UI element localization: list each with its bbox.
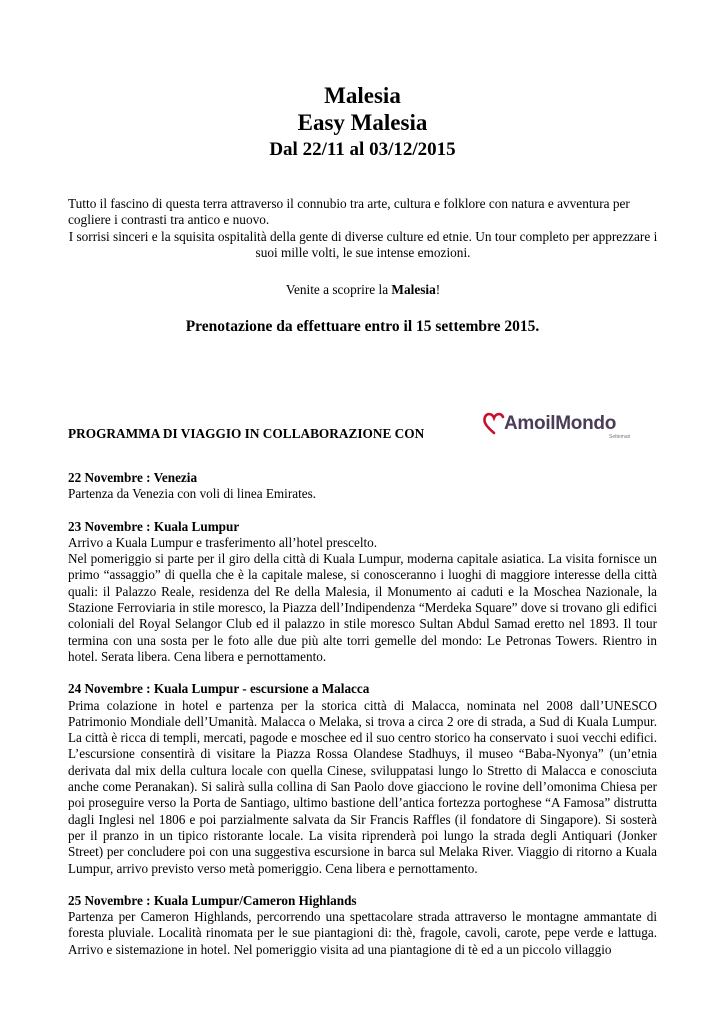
itinerary-day: [68, 519, 657, 666]
itinerary-day: [68, 470, 657, 503]
logo-subtext: Settemari: [609, 434, 631, 440]
country-title: Malesia: [324, 83, 401, 108]
tour-dates: Dal 22/11 al 03/12/2015: [269, 139, 456, 160]
partner-logo: [483, 410, 633, 442]
logo-text: AmoilMondo: [504, 413, 617, 434]
day-title: 25 Novembre : Kuala Lumpur/Cameron Highlands: [68, 892, 357, 908]
day-title: 24 Novembre : Kuala Lumpur - escursione a Malacca: [68, 681, 370, 697]
itinerary-day: [68, 681, 657, 877]
intro-paragraph-2: I sorrisi sinceri e la squisita ospitalità della gente di diverse culture ed etnie. Un tour completo per apprezzare i suoi mille volti, le sue intense emozioni.: [68, 228, 658, 261]
program-heading: PROGRAMMA DI VIAGGIO IN COLLABORAZIONE CON: [68, 426, 425, 441]
itinerary: [68, 470, 657, 974]
booking-note: Prenotazione da effettuare entro il 15 settembre 2015.: [185, 318, 540, 335]
day-text-line: Arrivo a Kuala Lumpur e trasferimento all’hotel prescelto.: [68, 534, 378, 550]
day-text: Prima colazione in hotel e partenza per la storica città di Malacca, nominata nel 2008 dall’UNESCO Patrimonio Mondiale dell’Umanità. Malacca o Melaka, si trova a circa 2 ore di strada, a Sud di Kuala Lumpur. La città è ricca di templi, mercati, pagode e moschee ed il suo centro storico ha conservato i suoi vecchi edifici. L’escursione consentirà di visitare la Piazza Rossa Olandese Stadhuys, il museo “Baba-Nyonya” (un’etnia derivata dal mix della cultura locale con quella Cinese, sviluppatasi lungo lo Stretto di Malacca e conosciuta anche come Peranakan). Si salirà sulla collina di San Paolo dove giacciono le rovine dell’omonima Chiesa per poi proseguire verso la Porta de Santiago, ultimo bastione dell’antica fortezza portoghese “A Famosa” distrutta dagli Inglesi nel 1806 e poi parzialmente salvata da Sir Francis Raffles (il fondatore di Singapore). Si sosterà per il pranzo in un tipico ristorante locale. La visita riprenderà poi lungo la strada degli Antiquari (Jonker Street) per concludere poi con una suggestiva escursione in barca sul Melaka River. Viaggio di ritorno a Kuala Lumpur, arrivo previsto verso metà pomeriggio. Cena libera e pernottamento.: [68, 697, 657, 876]
heart-icon: [483, 412, 505, 436]
cta-prefix: Venite a scoprire la: [285, 281, 392, 297]
tour-title: Easy Malesia: [297, 110, 428, 135]
cta-bold: Malesia: [391, 281, 436, 297]
day-title: 22 Novembre : Venezia: [68, 470, 198, 485]
day-text: Partenza da Venezia con voli di linea Emirates.: [68, 486, 317, 502]
title-block: [0, 82, 725, 162]
intro-section: [68, 196, 658, 298]
intro-paragraph-1: Tutto il fascino di questa terra attraverso il connubio tra arte, cultura e folklore con natura e avventura per cogliere i contrasti tra antico e nuovo.: [68, 196, 630, 228]
cta-suffix: !: [435, 281, 441, 297]
itinerary-day: [68, 893, 657, 958]
day-title: 23 Novembre : Kuala Lumpur: [68, 518, 240, 534]
day-text: Partenza per Cameron Highlands, percorrendo una spettacolare strada attraverso le montagne ammantate di foresta pluviale. Località rinomata per le sue piantagioni di: thè, fragole, cavoli, carote, pepe verde e lattuga. Arrivo e sistemazione in hotel. Nel pomeriggio visita ad una piantagione di tè ed a un piccolo villaggio: [68, 909, 657, 957]
day-text: Nel pomeriggio si parte per il giro della città di Kuala Lumpur, moderna capitale asiatica. La visita fornisce un primo “assaggio” di quella che è la capitale malese, si conosceranno i luoghi di maggiore interesse della città quali: il Palazzo Reale, residenza del Re della Malesia, il Monumento ai caduti e la Moschea Nazionale, la Stazione Ferroviaria in stile moresco, la Piazza dell’Indipendenza “Merdeka Square” dove si trovano gli edifici coloniali del Royal Selangor Club ed il palazzo in stile moresco Sultan Abdul Samad eretto nel 1893. Il tour termina con una sosta per le foto alle due più alte torri gemelle del mondo: Le Petronas Towers. Rientro in hotel. Serata libera. Cena libera e pernottamento.: [68, 551, 657, 664]
intro-cta: [68, 282, 658, 298]
